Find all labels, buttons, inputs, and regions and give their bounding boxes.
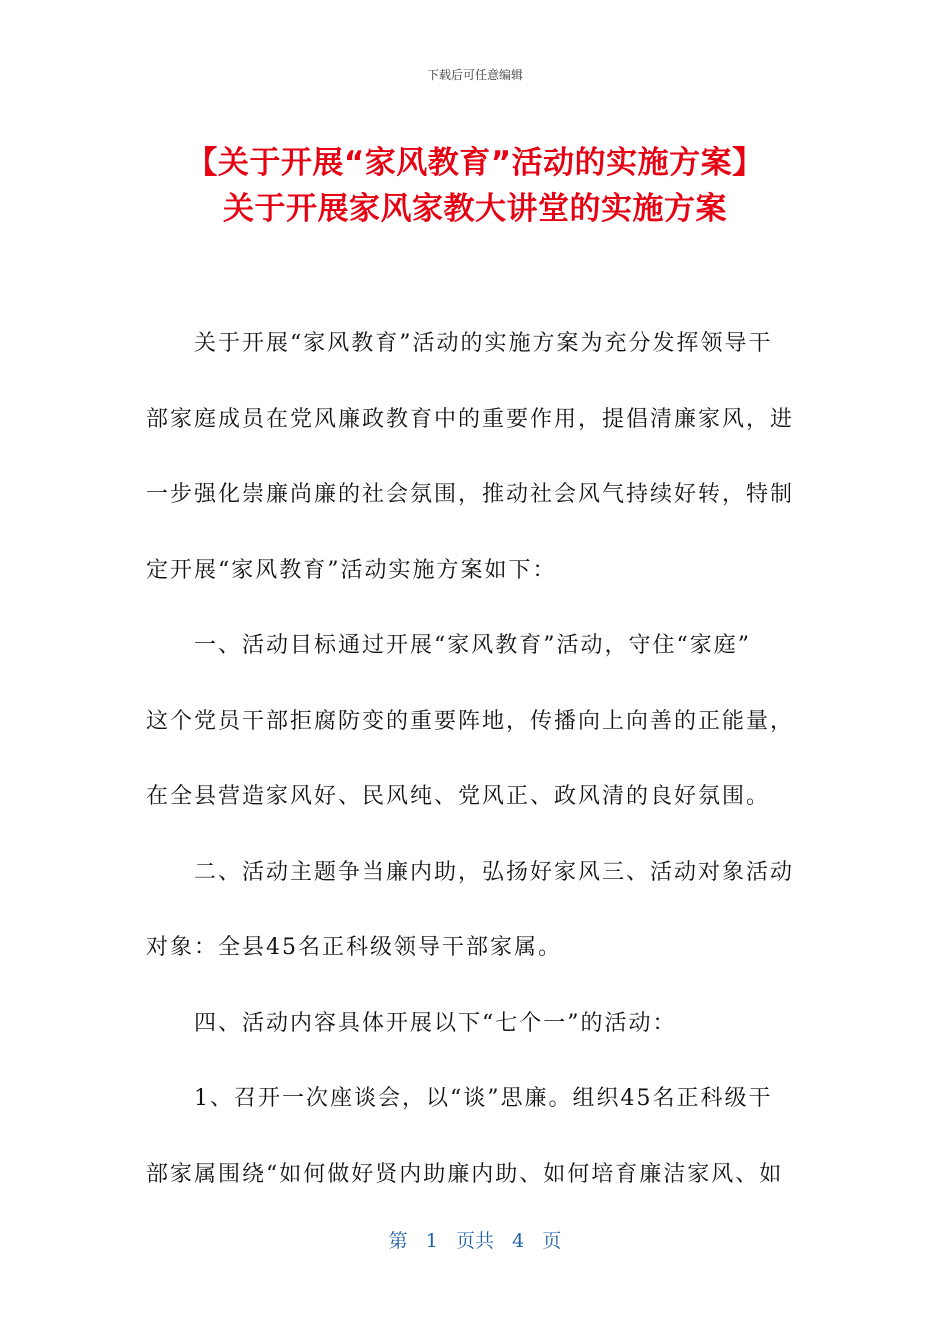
footer-label-end: 页 [542,1230,562,1252]
page-footer [0,1226,950,1253]
paragraph-line: 二、活动主题争当廉内助，弘扬好家风三、活动对象活动 [194,859,795,885]
footer-label-total: 页共 [455,1230,494,1252]
paragraph-line: 1、召开一次座谈会，以“谈”思廉。组织45名正科级干 [194,1086,773,1111]
title-line-2: 关于开展家风家教大讲堂的实施方案 [223,191,727,227]
paragraph-line: 部家庭成员在党风廉政教育中的重要作用，提倡清廉家风，进 [146,406,795,432]
paragraph-line: 关于开展“家风教育”活动的实施方案为充分发挥领导干 [194,331,773,356]
paragraph-line: 一、活动目标通过开展“家风教育”活动，守住“家庭” [194,633,751,658]
paragraph-line: 部家属围绕“如何做好贤内助廉内助、如何培育廉洁家风、如 [146,1161,784,1187]
paragraph-line: 对象：全县45名正科级领导干部家属。 [146,935,562,960]
document-title [60,140,890,232]
paragraph-line: 定开展“家风教育”活动实施方案如下： [146,557,557,583]
document-body [146,318,796,1224]
paragraph-line: 这个党员干部拒腐防变的重要阵地，传播向上向善的正能量， [146,708,795,734]
header-note: 下载后可任意编辑 [426,68,523,82]
paragraph-line: 四、活动内容具体开展以下“七个一”的活动： [194,1010,677,1036]
footer-label-page: 第 [388,1230,408,1252]
footer-current-page: 1 [425,1230,438,1252]
footer-total-pages: 4 [512,1230,525,1252]
paragraph-line: 一步强化崇廉尚廉的社会氛围，推动社会风气持续好转，特制 [146,482,795,507]
title-line-1: 【关于开展“家风教育”活动的实施方案】 [186,145,764,181]
paragraph-line: 在全县营造家风好、民风纯、党风正、政风清的良好氛围。 [146,784,771,809]
